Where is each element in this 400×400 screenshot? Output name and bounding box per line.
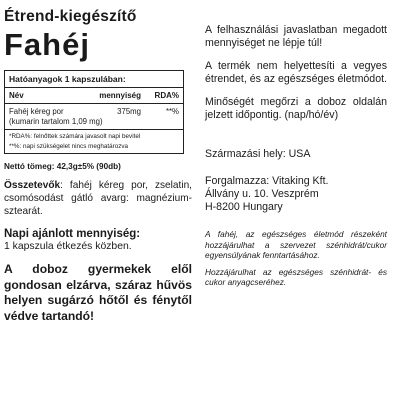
ingredient-subnote: (kumarin tartalom 1,09 mg): [5, 116, 183, 130]
net-weight: Nettó tömeg: 42,3g±5% (90db): [4, 162, 121, 171]
nutrition-table: [4, 70, 184, 154]
ingredients: [4, 179, 192, 218]
column-header-rda: RDA%: [154, 91, 179, 100]
storage-warning: A doboz gyermekek elől gondosan elzárva, száraz hűvös helyen sugárzó hőtől és fénytől védve tartandó!: [4, 262, 192, 323]
distributor-name: Forgalmazza: Vitaking Kft.: [205, 175, 329, 187]
product-title: Fahéj: [4, 27, 90, 62]
ingredients-label: Összetevők: [4, 180, 61, 191]
footnote-rda: *RDA%: felnőttek számára javasolt napi bevitel: [9, 133, 141, 140]
dosage-value: 1 kapszula étkezés közben.: [4, 241, 132, 252]
nutrition-serving-header: Hatóanyagok 1 kapszulában:: [5, 71, 183, 88]
ingredients-text: : fahéj kéreg por, zselatin, csomósodást gátló avarg: magnézium-sztearát.: [4, 180, 192, 217]
right-column: [205, 24, 387, 288]
ingredient-amount: 375mg: [117, 107, 141, 116]
diet-disclaimer: A termék nem helyettesíti a vegyes étrendet, és az egészséges életmódot.: [205, 60, 387, 85]
column-header-amount: mennyiség: [99, 91, 141, 100]
distributor-address: [205, 175, 387, 214]
dosage-advice: A felhasználási javaslatban megadott mennyiséget ne lépje túl!: [205, 24, 387, 49]
left-column: [4, 8, 192, 324]
origin: Származási hely: USA: [205, 148, 311, 160]
nutrition-row: [5, 104, 183, 116]
product-category: Étrend-kiegészítő: [4, 8, 137, 25]
nutrition-column-headers: [5, 88, 183, 104]
column-header-name: Név: [9, 91, 24, 100]
address-street: Állvány u. 10. Veszprém: [205, 188, 319, 200]
best-before-note: Minőségét megőrzi a doboz oldalán jelzett időpontig. (nap/hó/év): [205, 96, 387, 121]
health-claim-2: Hozzájárulhat az egészséges szénhidrát- és cukor anyagcseréhez.: [205, 266, 387, 288]
footnote-no-rda: **%: napi szükségelet nincs meghatározva: [9, 142, 129, 150]
nutrition-footnotes: [5, 130, 183, 153]
health-claim-1: A fahéj, az egészséges életmód részeként hozzájárulhat a szervezet szénhidrát/cukor egyensúlyának fenntartásához.: [205, 229, 387, 261]
ingredient-name: Fahéj kéreg por: [9, 107, 64, 116]
ingredient-rda: **%: [165, 107, 179, 116]
address-postcode: H-8200 Hungary: [205, 201, 283, 213]
dosage-title: Napi ajánlott mennyiség:: [4, 228, 141, 240]
